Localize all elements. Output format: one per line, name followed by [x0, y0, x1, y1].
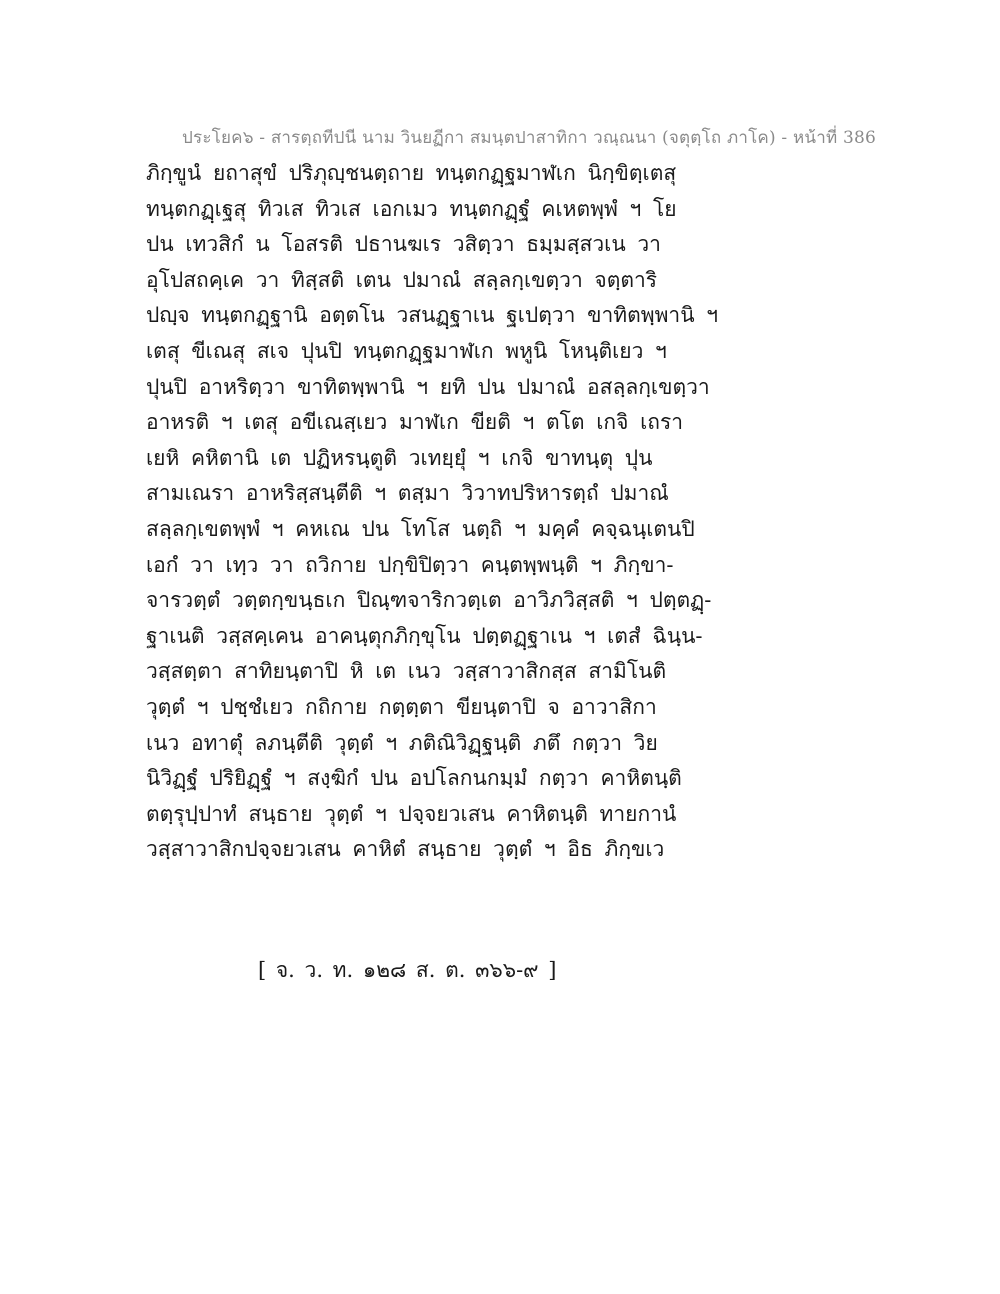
- text-line: ปุนปิ อาหริตฺวา ขาทิตพฺพานิ ฯ ยทิ ปน ปมาณํ อสลฺลกฺเขตฺวา: [146, 374, 710, 399]
- text-line: จารวตฺตํ วตฺตกฺขนฺธเก ปิณฺฑจาริกวตฺเต อาวิภวิสฺสติ ฯ ปตฺตฏฺ-: [146, 588, 712, 613]
- text-line: วสฺสาวาสิกปจฺจยวเสน คาหิตํ สนฺธาย วุตฺตํ ฯ อิธ ภิกฺขเว: [146, 837, 665, 862]
- text-line: ทนฺตกฏฺเฐสุ ทิวเส ทิวเส เอกเมว ทนฺตกฏฺฐํ คเหตพฺพํ ฯ โย: [146, 196, 677, 221]
- text-line: วุตฺตํ ฯ ปชฺชํเยว กถิกาย กตฺตฺตา ขียนฺตาปิ จ อาวาสิกา: [146, 694, 657, 719]
- text-line: เนว อทาตุํ ลภนฺตีติ วุตฺตํ ฯ ภติณิวิฏฺฐนฺติ ภตึ กตฺวา วิย: [146, 730, 658, 755]
- text-line: เยหิ คหิตานิ เต ปฏิหรนฺตูติ วเทยฺยุํ ฯ เกจิ ขาทนฺตุ ปุน: [146, 445, 653, 470]
- text-line: เอกํ วา เทฺว วา ถวิกาย ปกฺขิปิตฺวา คนฺตพฺพนฺติ ฯ ภิกฺขา-: [146, 552, 674, 577]
- text-line: อุโปสถคฺเค วา ทิสฺสติ เตน ปมาณํ สลฺลกฺเขตฺวา จตฺตาริ: [146, 267, 658, 292]
- text-line: สามเณรา อาหริสฺสนฺตีติ ฯ ตสฺมา วิวาทปริหารตฺถํ ปมาณํ: [146, 481, 669, 506]
- running-header: ประโยค๖ - สารตฺถทีปนี นาม วินยฏีกา สมนฺตปาสาทิกา วณฺณนา (จตุตฺโถ ภาโค) - หน้าที่ 386: [182, 128, 877, 148]
- text-line: ปน เทวสิกํ น โอสรติ ปธานฆเร วสิตฺวา ธมฺมสฺสวเน วา: [146, 232, 661, 257]
- text-line: นิวิฏฺฐํ ปริยิฏฺฐํ ฯ สงฺฆิกํ ปน อปโลกนกมฺมํ กตฺวา คาหิตนฺติ: [146, 766, 682, 791]
- text-line: ฐาเนติ วสฺสคฺเคน อาคนฺตุกภิกฺขุโน ปตฺตฏฺฐาเน ฯ เตสํ ฉินฺน-: [146, 623, 703, 648]
- source-reference: [ จ. ว. ท. ๑๒๘ ส. ต. ๓๖๖-๙ ]: [258, 958, 557, 982]
- body-text: [146, 156, 846, 868]
- text-line: ภิกฺขูนํ ยถาสุขํ ปริภุญฺชนตฺถาย ทนฺตกฏฺฐมาฬเก นิกฺขิตฺเตสุ: [146, 161, 677, 185]
- text-line: ตตฺรุปฺปาทํ สนฺธาย วุตฺตํ ฯ ปจฺจยวเสน คาหิตนฺติ ทายกานํ: [146, 801, 677, 826]
- text-line: ปญฺจ ทนฺตกฏฺฐานิ อตฺตโน วสนฏฺฐาเน ฐเปตฺวา ขาทิตพฺพานิ ฯ: [146, 303, 719, 328]
- text-line: วสฺสตฺตา สาทิยนฺตาปิ หิ เต เนว วสฺสาวาสิกสฺส สามิโนติ: [146, 659, 667, 684]
- text-line: เตสุ ขีเณสุ สเจ ปุนปิ ทนฺตกฏฺฐมาฬเก พหูนิ โหนฺติเยว ฯ: [146, 338, 667, 363]
- text-line: อาหรติ ฯ เตสุ อขีเณสฺเยว มาฬเก ขียติ ฯ ตโต เกจิ เถรา: [146, 410, 684, 435]
- text-line: สลฺลกฺเขตพฺพํ ฯ คหเณ ปน โทโส นตฺถิ ฯ มคฺคํ คจฺฉนฺเตนปิ: [146, 516, 695, 541]
